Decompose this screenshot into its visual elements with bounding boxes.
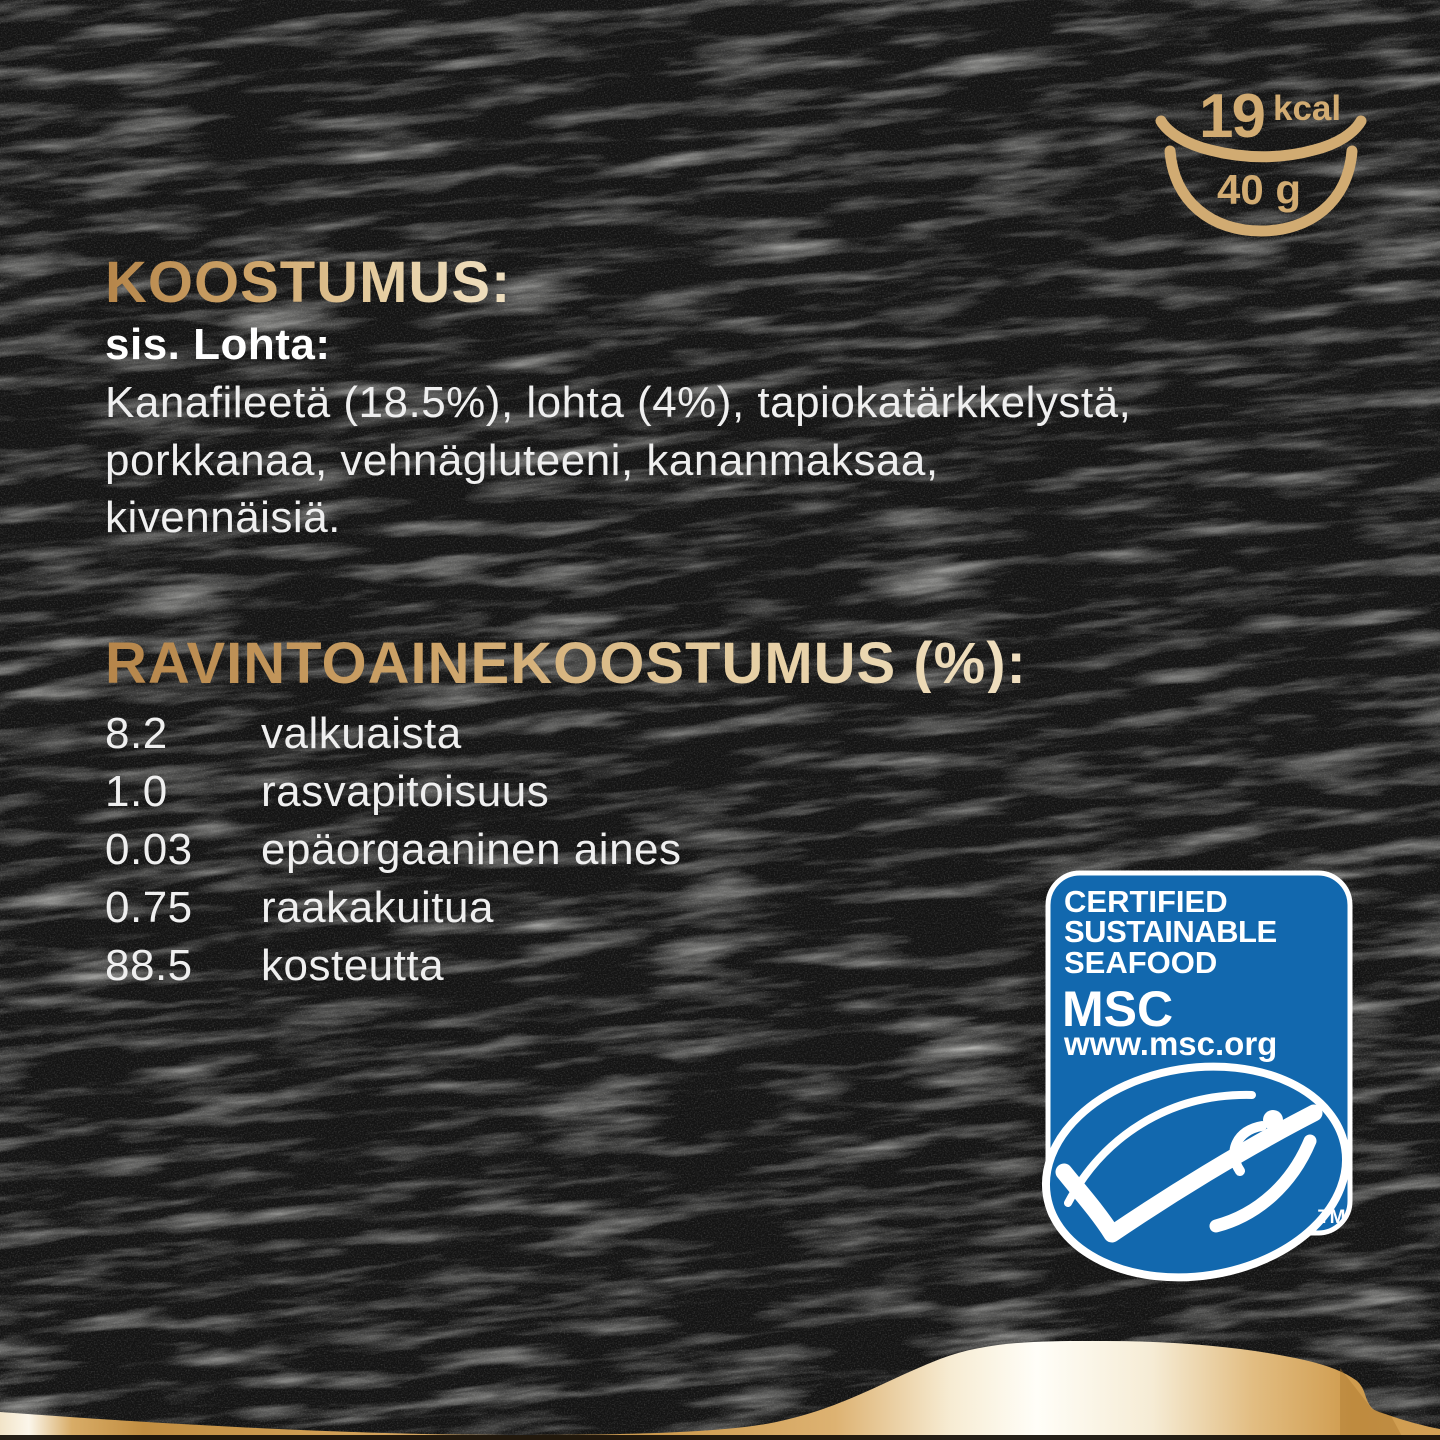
msc-fish-eye-icon (1263, 1110, 1283, 1130)
ingredients-line: Kanafileetä (18.5%), lohta (4%), tapiokatärkkelystä, (105, 378, 1132, 427)
nutrition-label: valkuaista (261, 709, 462, 758)
msc-brand: MSC (1062, 981, 1174, 1037)
nutrition-row (105, 937, 682, 995)
nutrition-value: 88.5 (105, 941, 193, 990)
nutrition-row (105, 705, 682, 763)
nutrition-table (105, 705, 682, 995)
nutrition-value: 0.75 (105, 883, 193, 932)
composition-subheading: sis. Lohta: (105, 320, 331, 369)
kcal-value: 19 (1199, 82, 1264, 151)
ingredients-text (105, 374, 1405, 547)
gold-wave (0, 1330, 1440, 1440)
ingredients-line: kivennäisiä. (105, 493, 341, 542)
bottom-edge-line (0, 1435, 1440, 1440)
nutrition-heading: RAVINTOAINEKOOSTUMUS (%): (105, 630, 1027, 696)
ingredients-line: porkkanaa, vehnägluteeni, kananmaksaa, (105, 435, 939, 485)
msc-cert-line: SEAFOOD (1064, 945, 1218, 980)
composition-heading: KOOSTUMUS: (105, 249, 512, 315)
nutrition-label: rasvapitoisuus (261, 767, 550, 816)
msc-url: www.msc.org (1064, 1025, 1278, 1062)
portion-size: 40 g (1216, 166, 1302, 213)
nutrition-row (105, 821, 682, 879)
msc-logo (1020, 850, 1380, 1290)
nutrition-row (105, 879, 682, 937)
msc-cert-line: CERTIFIED (1064, 884, 1228, 919)
nutrition-label: epäorgaaninen aines (261, 825, 682, 874)
nutrition-value: 8.2 (105, 709, 168, 758)
nutrition-label: raakakuitua (261, 883, 494, 932)
kcal-unit: kcal (1273, 89, 1342, 128)
msc-cert-line: SUSTAINABLE (1064, 914, 1277, 949)
calorie-badge (1140, 70, 1380, 250)
gold-wave-ribbon (0, 1341, 1440, 1440)
nutrition-value: 0.03 (105, 825, 193, 874)
nutrition-label: kosteutta (261, 941, 445, 990)
nutrition-row (105, 763, 682, 821)
trademark-symbol: TM (1318, 1207, 1346, 1228)
nutrition-value: 1.0 (105, 767, 168, 816)
